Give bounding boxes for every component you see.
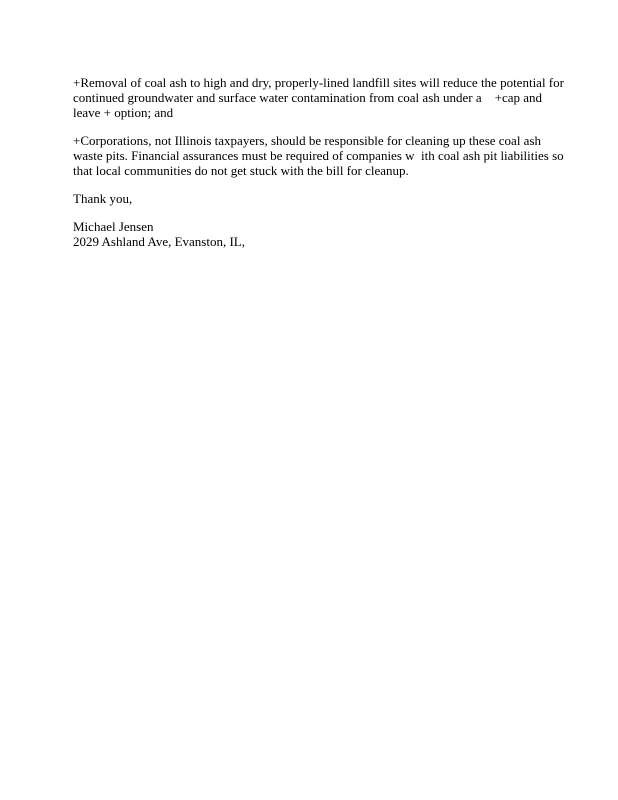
paragraph-corporations	[73, 133, 564, 178]
text-line: Thank you,	[73, 191, 133, 206]
text-line: leave + option; and	[73, 105, 174, 120]
paragraph-removal	[73, 75, 564, 120]
text-line: waste pits. Financial assurances must be required of companies w ith coal ash pit liabilities so	[73, 148, 564, 163]
text-line: continued groundwater and surface water contamination from coal ash under a +cap and	[73, 90, 543, 105]
signature-block	[73, 219, 548, 249]
signature-name: Michael Jensen	[73, 219, 154, 234]
letter-body	[73, 75, 564, 262]
text-line: that local communities do not get stuck with the bill for cleanup.	[73, 163, 409, 178]
text-line: +Removal of coal ash to high and dry, properly-lined landfill sites will reduce the potential for	[73, 75, 564, 90]
signature-address: 2029 Ashland Ave, Evanston, IL,	[73, 234, 245, 249]
closing-thank-you	[73, 191, 548, 206]
text-line: +Corporations, not Illinois taxpayers, should be responsible for cleaning up these coal ash	[73, 133, 542, 148]
